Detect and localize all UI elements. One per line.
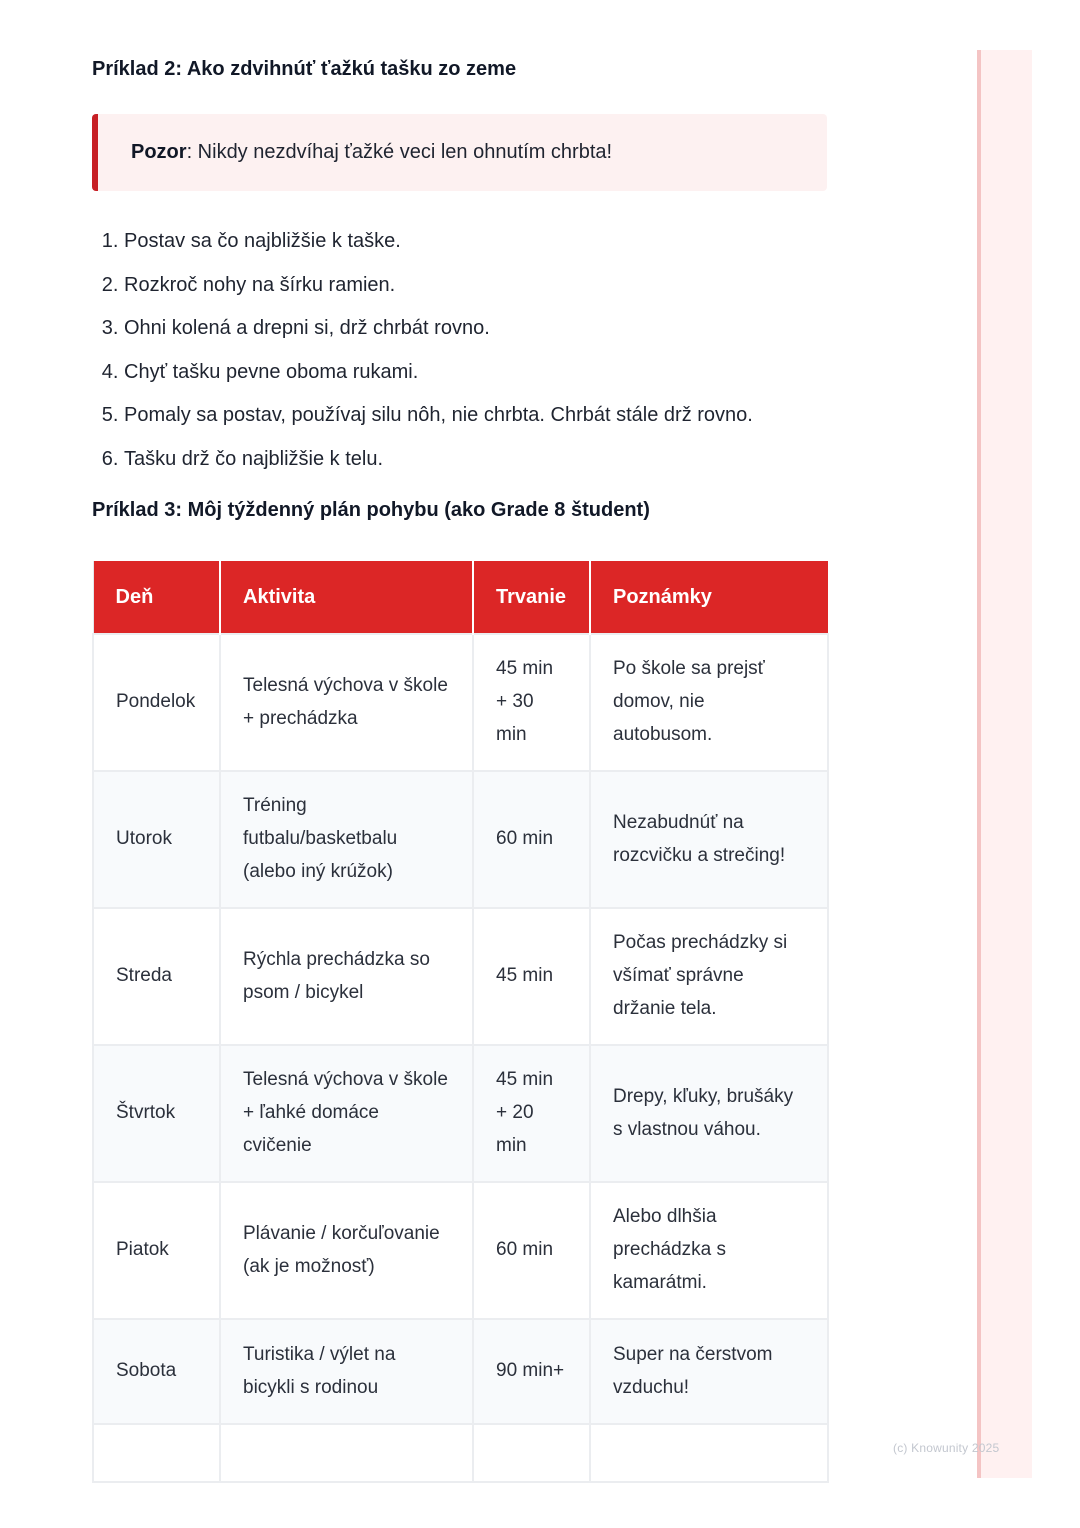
list-item: 6. Tašku drž čo najbližšie k telu. — [124, 438, 753, 482]
example-3-heading: Príklad 3: Môj týždenný plán pohybu (ako Grade 8 študent) — [92, 499, 650, 521]
table-row — [93, 1045, 828, 1182]
list-item: 4. Chyť tašku pevne oboma rukami. — [124, 351, 753, 395]
cell-notes: Drepy, kľuky, brušáky s vlastnou váhou. — [590, 1045, 828, 1182]
cell-activity: Tréning futbalu/basketbalu (alebo iný krúžok) — [220, 771, 473, 908]
cell-activity: Rýchla prechádzka so psom / bicykel — [220, 908, 473, 1045]
cell-notes: Nezabudnúť na rozcvičku a strečing! — [590, 771, 828, 908]
cell-duration — [473, 1424, 590, 1482]
header-day: Deň — [93, 561, 220, 634]
cell-day: Štvrtok — [93, 1045, 220, 1182]
list-item: 1. Postav sa čo najbližšie k taške. — [124, 220, 753, 264]
table-row — [93, 908, 828, 1045]
cell-day: Utorok — [93, 771, 220, 908]
header-activity: Aktivita — [220, 561, 473, 634]
cell-duration: 60 min — [473, 1182, 590, 1319]
cell-notes: Po škole sa prejsť domov, nie autobusom. — [590, 634, 828, 771]
list-item: 3. Ohni kolená a drepni si, drž chrbát rovno. — [124, 307, 753, 351]
cell-duration: 45 min — [473, 908, 590, 1045]
list-item: 2. Rozkroč nohy na šírku ramien. — [124, 264, 753, 308]
cell-activity — [220, 1424, 473, 1482]
cell-notes — [590, 1424, 828, 1482]
cell-activity: Telesná výchova v škole + ľahké domáce cvičenie — [220, 1045, 473, 1182]
cell-duration: 90 min+ — [473, 1319, 590, 1424]
page-side-rule — [977, 50, 981, 1478]
header-notes: Poznámky — [590, 561, 828, 634]
cell-activity: Telesná výchova v škole + prechádzka — [220, 634, 473, 771]
weekly-plan-table — [92, 561, 829, 1483]
example-2-heading: Príklad 2: Ako zdvihnúť ťažkú tašku zo zeme — [92, 58, 517, 80]
cell-activity: Plávanie / korčuľovanie (ak je možnosť) — [220, 1182, 473, 1319]
warning-text: : Nikdy nezdvíhaj ťažké veci len ohnutím chrbta! — [186, 141, 613, 163]
table-row — [93, 771, 828, 908]
page-side-strip — [977, 50, 1032, 1478]
warning-label: Pozor — [131, 141, 187, 163]
list-item: 5. Pomaly sa postav, používaj silu nôh, nie chrbta. Chrbát stále drž rovno. — [124, 394, 753, 438]
cell-day: Pondelok — [93, 634, 220, 771]
cell-duration: 45 min + 20 min — [473, 1045, 590, 1182]
table-row — [93, 1319, 828, 1424]
cell-notes: Super na čerstvom vzduchu! — [590, 1319, 828, 1424]
warning-callout — [92, 114, 827, 191]
cell-day: Streda — [93, 908, 220, 1045]
table-row — [93, 634, 828, 771]
table-row — [93, 1182, 828, 1319]
cell-notes: Počas prechádzky si všímať správne držanie tela. — [590, 908, 828, 1045]
copyright-watermark: (c) Knowunity 2025 — [893, 1441, 1000, 1455]
table-header-row — [93, 561, 828, 634]
header-duration: Trvanie — [473, 561, 590, 634]
lifting-steps-list — [92, 220, 753, 482]
table-row — [93, 1424, 828, 1482]
cell-activity: Turistika / výlet na bicykli s rodinou — [220, 1319, 473, 1424]
cell-notes: Alebo dlhšia prechádzka s kamarátmi. — [590, 1182, 828, 1319]
cell-duration: 45 min + 30 min — [473, 634, 590, 771]
cell-day: Piatok — [93, 1182, 220, 1319]
cell-duration: 60 min — [473, 771, 590, 908]
cell-day: Sobota — [93, 1319, 220, 1424]
cell-day — [93, 1424, 220, 1482]
